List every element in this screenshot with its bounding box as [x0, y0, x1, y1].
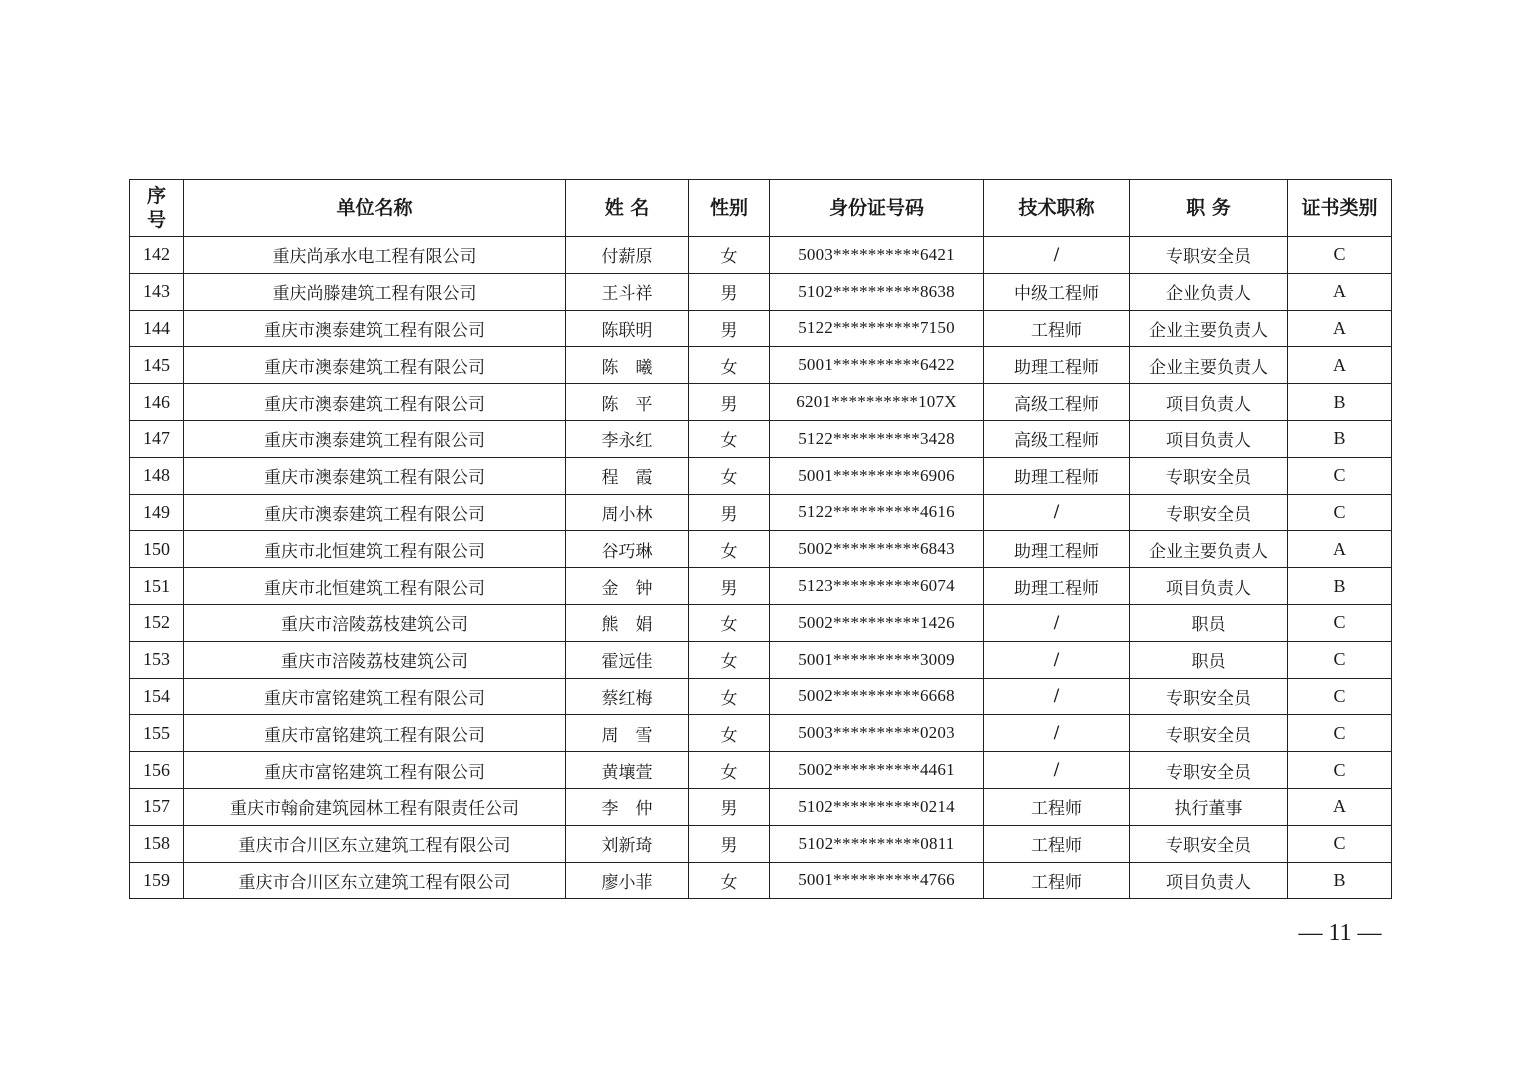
page-number: — 11 —	[1298, 920, 1382, 946]
cell-tech-title: 助理工程师	[984, 457, 1130, 494]
table-row	[130, 494, 1392, 531]
cell-company: 重庆市涪陵荔枝建筑公司	[184, 641, 566, 678]
cell-position: 专职安全员	[1130, 678, 1288, 715]
cell-cert-type: C	[1288, 604, 1392, 641]
cell-cert-type: C	[1288, 457, 1392, 494]
cell-cert-type: C	[1288, 678, 1392, 715]
cell-id-number: 5122**********3428	[770, 420, 984, 457]
cell-tech-title: /	[984, 678, 1130, 715]
cell-id-number: 5002**********4461	[770, 752, 984, 789]
cell-tech-title: 助理工程师	[984, 531, 1130, 568]
cell-tech-title: /	[984, 604, 1130, 641]
cell-company: 重庆市合川区东立建筑工程有限公司	[184, 862, 566, 899]
table-row	[130, 420, 1392, 457]
cell-id-number: 5002**********1426	[770, 604, 984, 641]
cell-seq: 155	[130, 715, 184, 752]
cell-position: 项目负责人	[1130, 862, 1288, 899]
cell-name: 付薪原	[566, 237, 689, 274]
cell-tech-title: 工程师	[984, 862, 1130, 899]
cell-gender: 男	[689, 384, 770, 421]
cell-seq: 154	[130, 678, 184, 715]
cell-id-number: 5122**********7150	[770, 310, 984, 347]
cell-position: 专职安全员	[1130, 237, 1288, 274]
cell-company: 重庆尚承水电工程有限公司	[184, 237, 566, 274]
cell-name: 熊 娟	[566, 604, 689, 641]
cell-name: 李永红	[566, 420, 689, 457]
cell-id-number: 5002**********6668	[770, 678, 984, 715]
cell-tech-title: 中级工程师	[984, 273, 1130, 310]
cell-seq: 152	[130, 604, 184, 641]
table-row	[130, 310, 1392, 347]
cell-id-number: 5001**********4766	[770, 862, 984, 899]
header-row	[130, 180, 1392, 237]
cell-id-number: 5001**********6906	[770, 457, 984, 494]
cell-company: 重庆市富铭建筑工程有限公司	[184, 678, 566, 715]
cell-cert-type: C	[1288, 825, 1392, 862]
cell-company: 重庆市富铭建筑工程有限公司	[184, 752, 566, 789]
cell-tech-title: /	[984, 715, 1130, 752]
cell-seq: 145	[130, 347, 184, 384]
cell-seq: 148	[130, 457, 184, 494]
cell-name: 程 霞	[566, 457, 689, 494]
cell-seq: 143	[130, 273, 184, 310]
cell-cert-type: A	[1288, 310, 1392, 347]
cell-name: 李 仲	[566, 788, 689, 825]
cell-position: 职员	[1130, 641, 1288, 678]
cell-position: 专职安全员	[1130, 715, 1288, 752]
cell-company: 重庆市合川区东立建筑工程有限公司	[184, 825, 566, 862]
cell-name: 廖小菲	[566, 862, 689, 899]
cell-gender: 男	[689, 788, 770, 825]
cell-tech-title: 助理工程师	[984, 568, 1130, 605]
cell-gender: 女	[689, 604, 770, 641]
cell-id-number: 5003**********6421	[770, 237, 984, 274]
cell-gender: 女	[689, 531, 770, 568]
cell-cert-type: C	[1288, 752, 1392, 789]
cell-name: 周小林	[566, 494, 689, 531]
cell-id-number: 5001**********6422	[770, 347, 984, 384]
table-row	[130, 641, 1392, 678]
table-row	[130, 347, 1392, 384]
cell-gender: 女	[689, 715, 770, 752]
cell-seq: 144	[130, 310, 184, 347]
cell-tech-title: /	[984, 237, 1130, 274]
cell-cert-type: A	[1288, 273, 1392, 310]
personnel-table	[129, 179, 1392, 899]
cell-cert-type: A	[1288, 531, 1392, 568]
cell-cert-type: B	[1288, 420, 1392, 457]
cell-cert-type: B	[1288, 568, 1392, 605]
cell-id-number: 5002**********6843	[770, 531, 984, 568]
cell-name: 周 雪	[566, 715, 689, 752]
table-row	[130, 715, 1392, 752]
cell-company: 重庆市澳泰建筑工程有限公司	[184, 347, 566, 384]
cell-tech-title: 助理工程师	[984, 347, 1130, 384]
cell-company: 重庆市翰俞建筑园林工程有限责任公司	[184, 788, 566, 825]
table-row	[130, 237, 1392, 274]
cell-cert-type: C	[1288, 494, 1392, 531]
cell-name: 谷巧琳	[566, 531, 689, 568]
cell-seq: 149	[130, 494, 184, 531]
cell-gender: 男	[689, 273, 770, 310]
cell-tech-title: 高级工程师	[984, 420, 1130, 457]
header-gender: 性别	[689, 180, 770, 237]
cell-position: 专职安全员	[1130, 494, 1288, 531]
cell-cert-type: A	[1288, 347, 1392, 384]
cell-seq: 146	[130, 384, 184, 421]
cell-gender: 女	[689, 237, 770, 274]
cell-position: 企业负责人	[1130, 273, 1288, 310]
table-header	[130, 180, 1392, 237]
header-id-number: 身份证号码	[770, 180, 984, 237]
cell-position: 项目负责人	[1130, 568, 1288, 605]
cell-company: 重庆市富铭建筑工程有限公司	[184, 715, 566, 752]
cell-position: 项目负责人	[1130, 420, 1288, 457]
table-row	[130, 825, 1392, 862]
cell-id-number: 5123**********6074	[770, 568, 984, 605]
cell-gender: 女	[689, 347, 770, 384]
cell-company: 重庆尚滕建筑工程有限公司	[184, 273, 566, 310]
table-row	[130, 568, 1392, 605]
cell-cert-type: B	[1288, 862, 1392, 899]
cell-position: 项目负责人	[1130, 384, 1288, 421]
cell-tech-title: /	[984, 494, 1130, 531]
cell-seq: 147	[130, 420, 184, 457]
cell-position: 执行董事	[1130, 788, 1288, 825]
cell-seq: 142	[130, 237, 184, 274]
cell-seq: 157	[130, 788, 184, 825]
cell-name: 陈 平	[566, 384, 689, 421]
header-company: 单位名称	[184, 180, 566, 237]
cell-company: 重庆市北恒建筑工程有限公司	[184, 568, 566, 605]
header-seq: 序号	[130, 180, 184, 237]
cell-company: 重庆市澳泰建筑工程有限公司	[184, 384, 566, 421]
cell-seq: 153	[130, 641, 184, 678]
cell-seq: 151	[130, 568, 184, 605]
cell-position: 企业主要负责人	[1130, 531, 1288, 568]
cell-cert-type: C	[1288, 641, 1392, 678]
cell-company: 重庆市涪陵荔枝建筑公司	[184, 604, 566, 641]
cell-position: 职员	[1130, 604, 1288, 641]
cell-seq: 150	[130, 531, 184, 568]
cell-position: 企业主要负责人	[1130, 310, 1288, 347]
cell-cert-type: A	[1288, 788, 1392, 825]
cell-id-number: 5001**********3009	[770, 641, 984, 678]
cell-position: 专职安全员	[1130, 457, 1288, 494]
cell-id-number: 5102**********0214	[770, 788, 984, 825]
cell-cert-type: B	[1288, 384, 1392, 421]
table-row	[130, 273, 1392, 310]
cell-gender: 女	[689, 641, 770, 678]
header-name: 姓 名	[566, 180, 689, 237]
header-cert-type: 证书类别	[1288, 180, 1392, 237]
cell-name: 陈 曦	[566, 347, 689, 384]
cell-name: 王斗祥	[566, 273, 689, 310]
cell-seq: 156	[130, 752, 184, 789]
table-body	[130, 237, 1392, 899]
table-row	[130, 862, 1392, 899]
cell-gender: 男	[689, 494, 770, 531]
table-row	[130, 678, 1392, 715]
cell-tech-title: 工程师	[984, 825, 1130, 862]
cell-name: 黄壤萱	[566, 752, 689, 789]
header-tech-title: 技术职称	[984, 180, 1130, 237]
table-row	[130, 604, 1392, 641]
cell-gender: 女	[689, 420, 770, 457]
cell-name: 霍远佳	[566, 641, 689, 678]
cell-id-number: 6201**********107X	[770, 384, 984, 421]
cell-gender: 男	[689, 568, 770, 605]
cell-name: 蔡红梅	[566, 678, 689, 715]
cell-cert-type: C	[1288, 237, 1392, 274]
cell-name: 刘新琦	[566, 825, 689, 862]
cell-id-number: 5102**********8638	[770, 273, 984, 310]
cell-id-number: 5003**********0203	[770, 715, 984, 752]
cell-company: 重庆市澳泰建筑工程有限公司	[184, 310, 566, 347]
cell-tech-title: 工程师	[984, 788, 1130, 825]
cell-company: 重庆市澳泰建筑工程有限公司	[184, 457, 566, 494]
cell-company: 重庆市澳泰建筑工程有限公司	[184, 420, 566, 457]
cell-position: 专职安全员	[1130, 752, 1288, 789]
cell-position: 专职安全员	[1130, 825, 1288, 862]
cell-cert-type: C	[1288, 715, 1392, 752]
table-row	[130, 457, 1392, 494]
cell-id-number: 5122**********4616	[770, 494, 984, 531]
cell-id-number: 5102**********0811	[770, 825, 984, 862]
cell-name: 陈联明	[566, 310, 689, 347]
table-row	[130, 531, 1392, 568]
cell-gender: 女	[689, 457, 770, 494]
cell-seq: 159	[130, 862, 184, 899]
cell-position: 企业主要负责人	[1130, 347, 1288, 384]
cell-gender: 女	[689, 678, 770, 715]
cell-name: 金 钟	[566, 568, 689, 605]
cell-company: 重庆市北恒建筑工程有限公司	[184, 531, 566, 568]
cell-tech-title: 高级工程师	[984, 384, 1130, 421]
cell-tech-title: /	[984, 641, 1130, 678]
cell-tech-title: /	[984, 752, 1130, 789]
header-position: 职 务	[1130, 180, 1288, 237]
cell-company: 重庆市澳泰建筑工程有限公司	[184, 494, 566, 531]
cell-gender: 男	[689, 310, 770, 347]
cell-tech-title: 工程师	[984, 310, 1130, 347]
cell-seq: 158	[130, 825, 184, 862]
cell-gender: 男	[689, 825, 770, 862]
table-row	[130, 788, 1392, 825]
table-row	[130, 384, 1392, 421]
cell-gender: 女	[689, 862, 770, 899]
cell-gender: 女	[689, 752, 770, 789]
table-row	[130, 752, 1392, 789]
